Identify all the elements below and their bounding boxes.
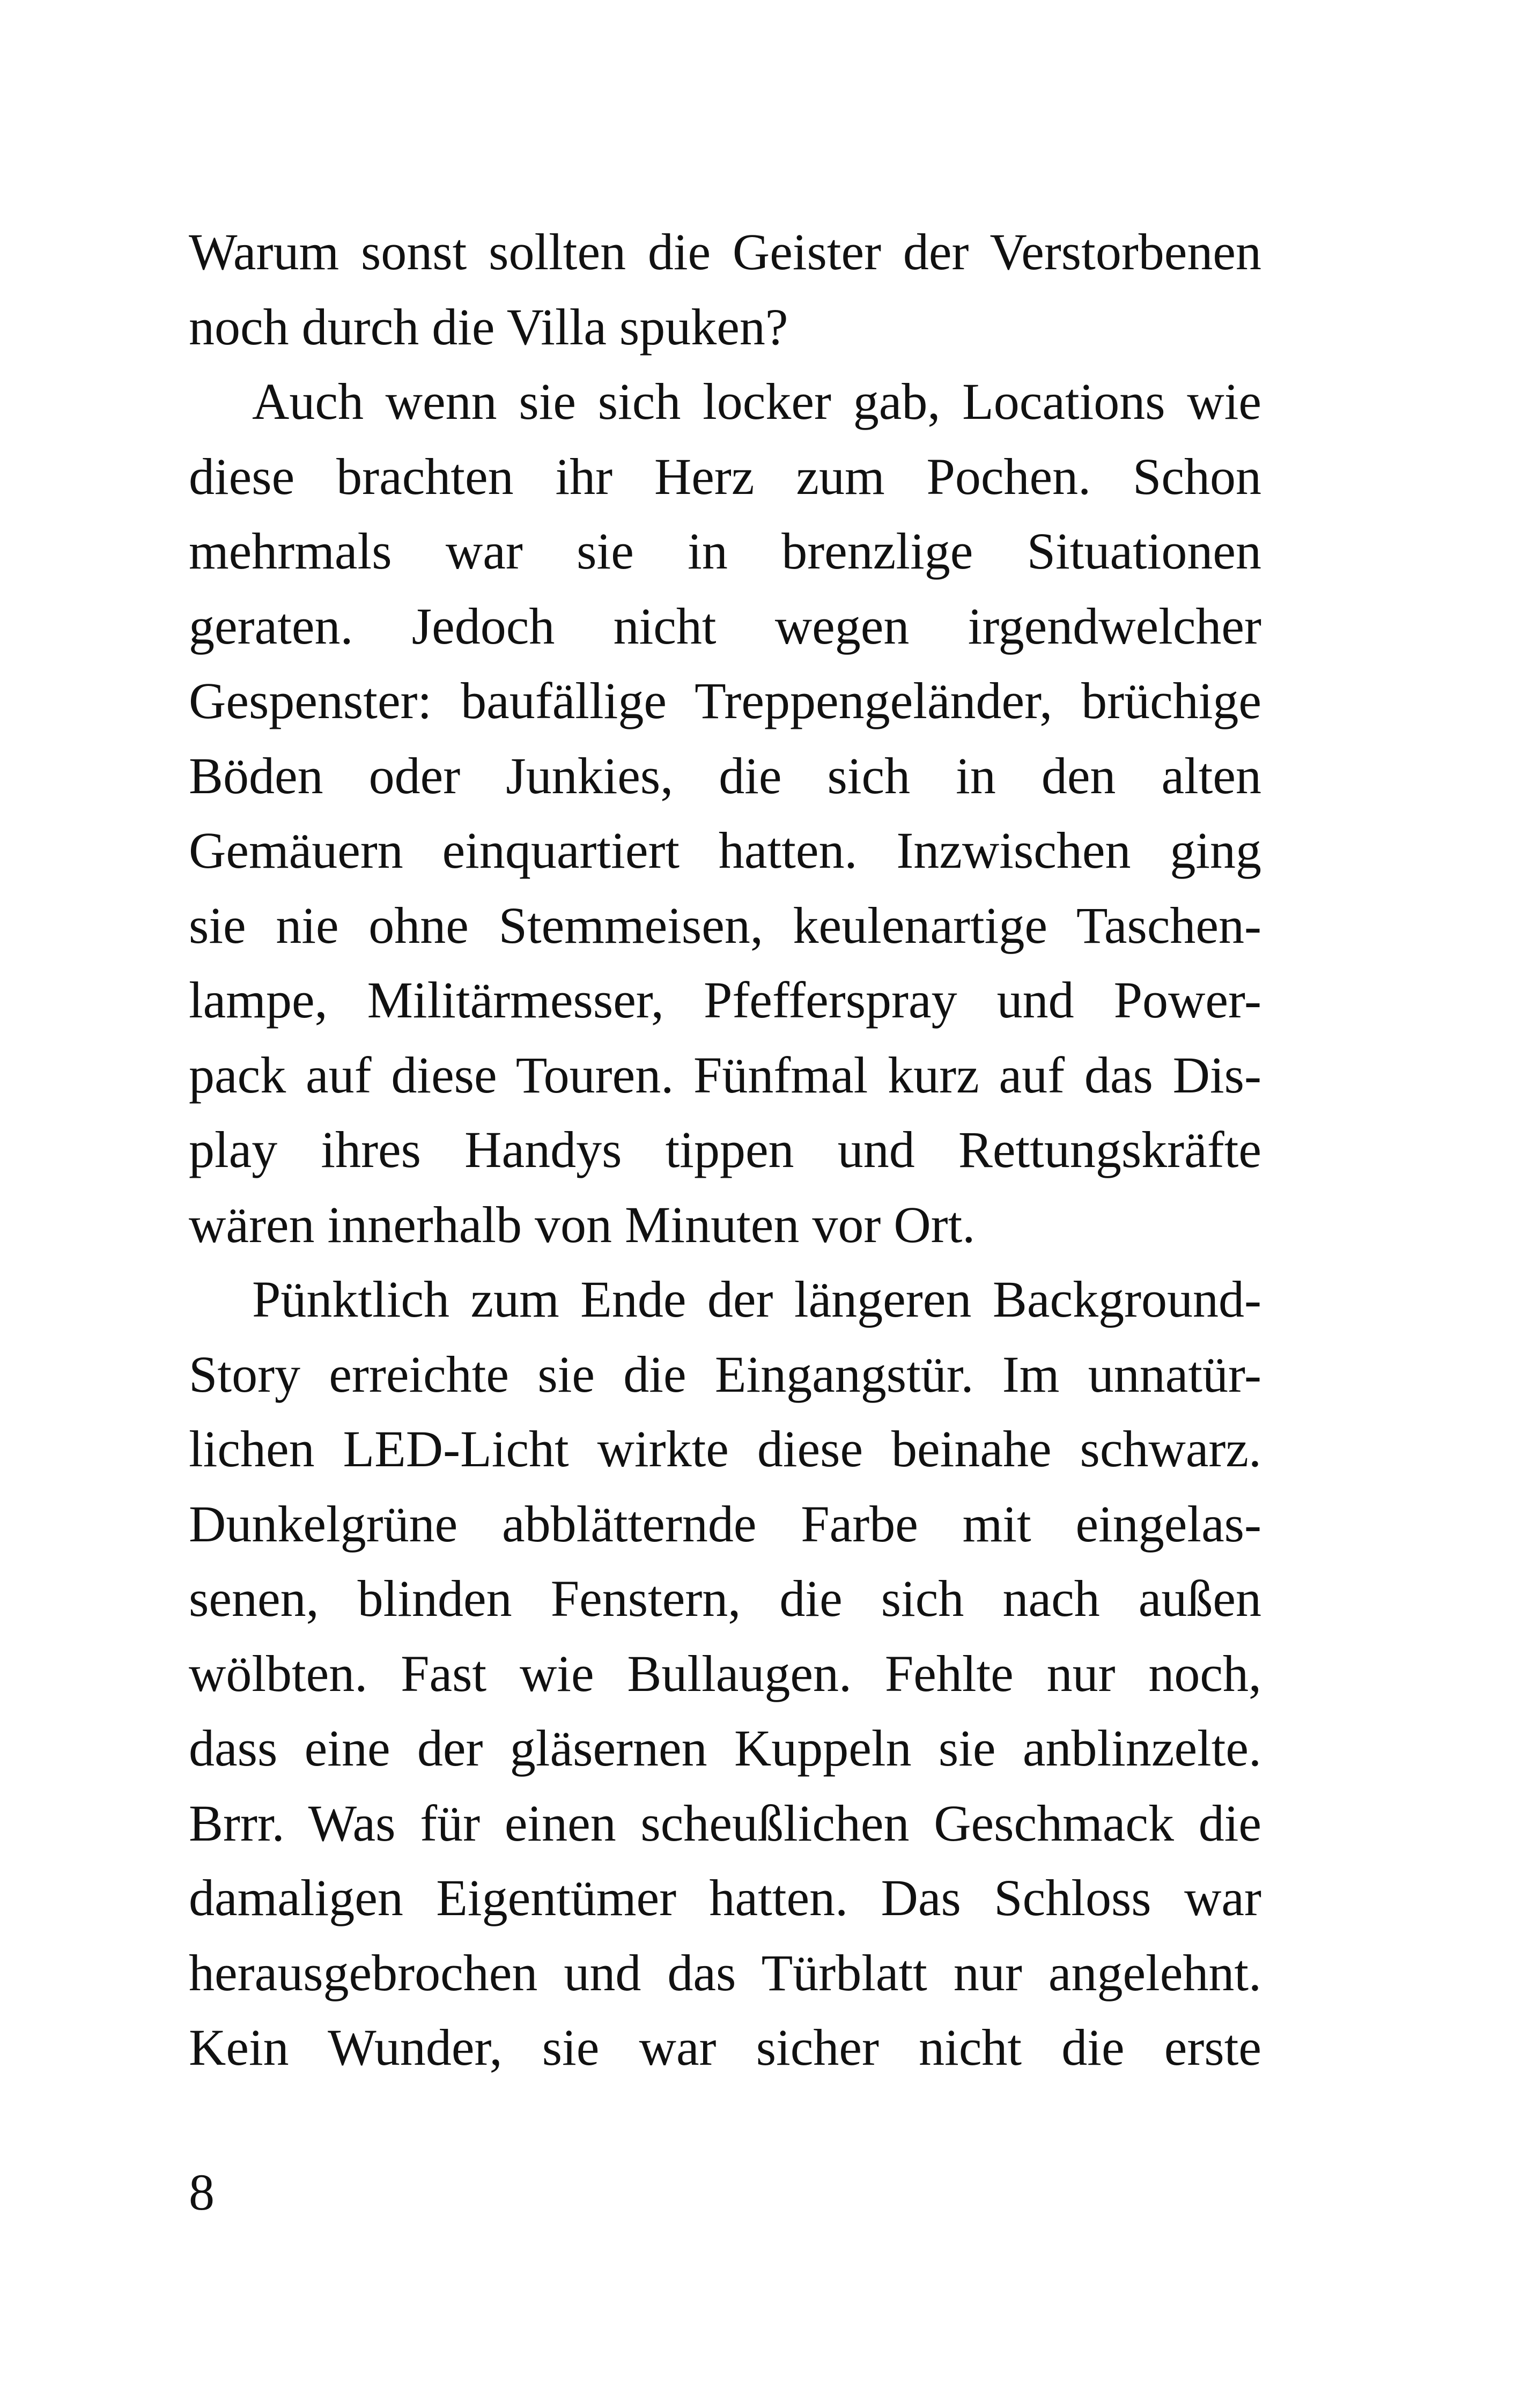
text-line: Story erreichte sie die Eingangstür. Im unnatür- [189, 1345, 1261, 1403]
text-line: Kein Wunder, sie war sicher nicht die erste [189, 2019, 1261, 2076]
text-line: mehrmals war sie in brenzlige Situationen [189, 522, 1261, 580]
text-line: Warum sonst sollten die Geister der Verstorbenen [189, 223, 1261, 280]
text-line: Brrr. Was für einen scheußlichen Geschmack die [189, 1794, 1261, 1852]
text-line: geraten. Jedoch nicht wegen irgendwelcher [189, 597, 1261, 655]
text-line: Gemäuern einquartiert hatten. Inzwischen ging [189, 822, 1261, 879]
text-line: sie nie ohne Stemmeisen, keulenartige Taschen- [189, 896, 1261, 954]
text-line: Dunkelgrüne abblätternde Farbe mit eingelas- [189, 1495, 1261, 1553]
text-line: damaligen Eigentümer hatten. Das Schloss war [189, 1869, 1261, 1926]
text-line: wären innerhalb von Minuten vor Ort. [189, 1195, 976, 1253]
text-line: noch durch die Villa spuken? [189, 298, 788, 356]
text-line: diese brachten ihr Herz zum Pochen. Schon [189, 447, 1261, 505]
page-number: 8 [189, 2163, 215, 2221]
text-line: senen, blinden Fenstern, die sich nach außen [189, 1570, 1261, 1627]
text-line: dass eine der gläsernen Kuppeln sie anblinzelte. [189, 1719, 1261, 1777]
text-line: wölbten. Fast wie Bullaugen. Fehlte nur noch, [189, 1644, 1261, 1702]
text-line: herausgebrochen und das Türblatt nur angelehnt. [189, 1944, 1261, 2001]
text-line: Pünktlich zum Ende der längeren Background- [252, 1271, 1261, 1328]
text-line: pack auf diese Touren. Fünfmal kurz auf das Dis- [189, 1046, 1261, 1104]
body-text [189, 215, 1261, 2085]
text-line: lampe, Militärmesser, Pfefferspray und Power- [189, 971, 1261, 1029]
text-line: lichen LED-Licht wirkte diese beinahe schwarz. [189, 1420, 1261, 1478]
text-line: Gespenster: baufällige Treppengeländer, brüchige [189, 672, 1261, 729]
text-line: Böden oder Junkies, die sich in den alten [189, 747, 1261, 804]
text-line: Auch wenn sie sich locker gab, Locations wie [252, 373, 1261, 430]
text-line: play ihres Handys tippen und Rettungskräfte [189, 1121, 1261, 1178]
